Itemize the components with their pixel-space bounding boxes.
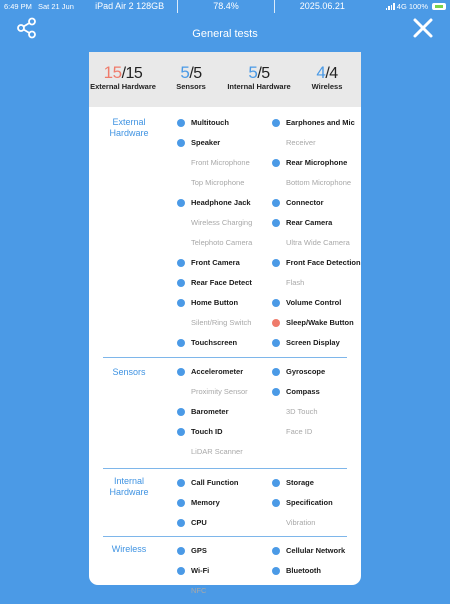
test-item-sleep-wake-button[interactable] bbox=[272, 313, 367, 333]
test-score: 78.4% bbox=[177, 0, 273, 13]
test-item-telephoto-camera[interactable] bbox=[177, 233, 272, 253]
summary-count bbox=[157, 64, 225, 82]
test-item-touchscreen[interactable] bbox=[177, 333, 272, 353]
pass-status-dot-icon bbox=[177, 408, 185, 416]
test-label: Barometer bbox=[191, 407, 229, 416]
test-item-wireless-charging[interactable] bbox=[177, 213, 272, 233]
summary-internal-hardware bbox=[225, 52, 293, 107]
test-label: Front Face Detection bbox=[286, 258, 361, 267]
pass-status-dot-icon bbox=[177, 567, 185, 575]
test-item-nfc[interactable] bbox=[177, 581, 272, 601]
test-item-ultra-wide-camera[interactable] bbox=[272, 233, 367, 253]
summary-count bbox=[89, 64, 157, 82]
test-label: Accelerometer bbox=[191, 367, 244, 376]
test-item-gyroscope[interactable] bbox=[272, 362, 367, 382]
test-label: Top Microphone bbox=[191, 178, 245, 187]
test-label: Flash bbox=[286, 278, 305, 287]
test-label: Speaker bbox=[191, 138, 221, 147]
test-label: GPS bbox=[191, 546, 207, 555]
summary-label: Wireless bbox=[311, 82, 343, 91]
pass-status-dot-icon bbox=[177, 139, 185, 147]
test-item-connector[interactable] bbox=[272, 193, 367, 213]
pass-status-dot-icon bbox=[177, 368, 185, 376]
test-label: Rear Microphone bbox=[286, 158, 348, 167]
test-label: Telephoto Camera bbox=[191, 238, 253, 247]
summary-sensors bbox=[157, 52, 225, 107]
section-title: Wireless bbox=[111, 544, 147, 554]
pass-status-dot-icon bbox=[177, 499, 185, 507]
test-label: Headphone Jack bbox=[191, 198, 251, 207]
test-item-cellular-network[interactable] bbox=[272, 541, 367, 561]
passed-count: 5 bbox=[248, 63, 258, 82]
section-title: External Hardware bbox=[109, 117, 149, 138]
test-label: Multitouch bbox=[191, 118, 229, 127]
summary-count bbox=[293, 64, 361, 82]
results-sections bbox=[89, 107, 361, 604]
pass-status-dot-icon bbox=[272, 119, 280, 127]
summary-label: Sensors bbox=[176, 82, 206, 91]
passed-count: 15 bbox=[103, 63, 122, 82]
section-wireless bbox=[103, 537, 347, 604]
test-item-face-id[interactable] bbox=[272, 422, 367, 442]
battery-icon bbox=[432, 3, 446, 10]
total-count: /15 bbox=[121, 65, 143, 82]
test-label: 3D Touch bbox=[286, 407, 318, 416]
pass-status-dot-icon bbox=[272, 567, 280, 575]
test-label: Volume Control bbox=[286, 298, 342, 307]
test-label: CPU bbox=[191, 518, 207, 527]
test-item-touch-id[interactable] bbox=[177, 422, 272, 442]
test-label: Touchscreen bbox=[191, 338, 238, 347]
test-item-headphone-jack[interactable] bbox=[177, 193, 272, 213]
test-item-top-microphone[interactable] bbox=[177, 173, 272, 193]
test-label: Silent/Ring Switch bbox=[191, 318, 252, 327]
test-item-storage[interactable] bbox=[272, 473, 367, 493]
test-item-barometer[interactable] bbox=[177, 402, 272, 422]
test-label: Touch ID bbox=[191, 427, 223, 436]
close-icon bbox=[413, 18, 433, 38]
battery-label: 100% bbox=[408, 2, 428, 11]
test-item-bottom-microphone[interactable] bbox=[272, 173, 367, 193]
pass-status-dot-icon bbox=[272, 339, 280, 347]
pass-status-dot-icon bbox=[272, 368, 280, 376]
test-item-lidar-scanner[interactable] bbox=[177, 442, 272, 462]
pass-status-dot-icon bbox=[272, 547, 280, 555]
section-external-hardware bbox=[103, 107, 361, 358]
test-item-compass[interactable] bbox=[272, 382, 367, 402]
test-item-receiver[interactable] bbox=[272, 133, 367, 153]
test-label: Gyroscope bbox=[286, 367, 326, 376]
test-item-wi-fi[interactable] bbox=[177, 561, 272, 581]
fail-status-dot-icon bbox=[272, 319, 280, 327]
pass-status-dot-icon bbox=[272, 219, 280, 227]
total-count: /5 bbox=[189, 65, 202, 82]
summary-wireless bbox=[293, 52, 361, 107]
test-label: Ultra Wide Camera bbox=[286, 238, 350, 247]
test-label: Wi-Fi bbox=[191, 566, 210, 575]
pass-status-dot-icon bbox=[272, 479, 280, 487]
test-item-rear-face-detect[interactable] bbox=[177, 273, 272, 293]
test-label: Specification bbox=[286, 498, 333, 507]
test-item-rear-camera[interactable] bbox=[272, 213, 367, 233]
summary-count bbox=[225, 64, 293, 82]
test-label: Earphones and Mic bbox=[286, 118, 355, 127]
test-item-accelerometer[interactable] bbox=[177, 362, 272, 382]
test-label: Wireless Charging bbox=[191, 218, 253, 227]
test-item-silent-ring-switch[interactable] bbox=[177, 313, 272, 333]
pass-status-dot-icon bbox=[272, 388, 280, 396]
pass-status-dot-icon bbox=[272, 199, 280, 207]
test-item-screen-display[interactable] bbox=[272, 333, 367, 353]
pass-status-dot-icon bbox=[272, 299, 280, 307]
test-item-gps[interactable] bbox=[177, 541, 272, 561]
pass-status-dot-icon bbox=[177, 479, 185, 487]
pass-status-dot-icon bbox=[177, 519, 185, 527]
summary-external-hardware bbox=[89, 52, 157, 107]
test-item-cpu[interactable] bbox=[177, 513, 272, 533]
test-item-vibration[interactable] bbox=[272, 513, 367, 533]
results-card bbox=[89, 52, 361, 595]
pass-status-dot-icon bbox=[177, 199, 185, 207]
pass-status-dot-icon bbox=[177, 259, 185, 267]
test-label: Face ID bbox=[286, 427, 313, 436]
test-item-speaker[interactable] bbox=[177, 133, 272, 153]
section-sensors bbox=[103, 358, 347, 469]
test-label: Cellular Network bbox=[286, 546, 346, 555]
section-title: Internal Hardware bbox=[109, 476, 149, 497]
test-item-front-camera[interactable] bbox=[177, 253, 272, 273]
test-grid bbox=[177, 113, 361, 353]
test-label: Storage bbox=[286, 478, 314, 487]
test-label: Memory bbox=[191, 498, 220, 507]
pass-status-dot-icon bbox=[177, 428, 185, 436]
pass-status-dot-icon bbox=[177, 547, 185, 555]
test-item-call-function[interactable] bbox=[177, 473, 272, 493]
test-item-volume-control[interactable] bbox=[272, 293, 367, 313]
test-label: Vibration bbox=[286, 518, 316, 527]
test-grid bbox=[177, 473, 347, 533]
pass-status-dot-icon bbox=[177, 119, 185, 127]
total-count: /5 bbox=[257, 65, 270, 82]
test-item-specification[interactable] bbox=[272, 493, 367, 513]
test-grid bbox=[177, 541, 347, 601]
test-item-bluetooth[interactable] bbox=[272, 561, 367, 581]
passed-count: 4 bbox=[316, 63, 326, 82]
pass-status-dot-icon bbox=[272, 159, 280, 167]
summary-label: Internal Hardware bbox=[227, 82, 291, 91]
test-label: Rear Camera bbox=[286, 218, 333, 227]
network-label: 4G bbox=[396, 2, 407, 11]
test-label: Front Microphone bbox=[191, 158, 250, 167]
device-model: iPad Air 2 128GB bbox=[95, 1, 165, 11]
test-label: Receiver bbox=[286, 138, 316, 147]
test-label: Connector bbox=[286, 198, 324, 207]
test-grid bbox=[177, 362, 347, 462]
test-label: Bottom Microphone bbox=[286, 178, 352, 187]
test-item-multitouch[interactable] bbox=[177, 113, 272, 133]
test-item-3d-touch[interactable] bbox=[272, 402, 367, 422]
pass-status-dot-icon bbox=[272, 499, 280, 507]
test-label: Rear Face Detect bbox=[191, 278, 252, 287]
test-label: Compass bbox=[286, 387, 320, 396]
status-time: 6:49 PM bbox=[4, 2, 32, 11]
device-info-strip bbox=[82, 0, 370, 13]
test-label: Proximity Sensor bbox=[191, 387, 248, 396]
test-label: Screen Display bbox=[286, 338, 340, 347]
pass-status-dot-icon bbox=[177, 279, 185, 287]
test-label: Call Function bbox=[191, 478, 239, 487]
passed-count: 5 bbox=[180, 63, 190, 82]
pass-status-dot-icon bbox=[272, 259, 280, 267]
summary-label: External Hardware bbox=[90, 82, 156, 91]
pass-status-dot-icon bbox=[177, 299, 185, 307]
test-item-front-microphone[interactable] bbox=[177, 153, 272, 173]
test-item-earphones-and-mic[interactable] bbox=[272, 113, 367, 133]
test-label: Home Button bbox=[191, 298, 239, 307]
test-item-front-face-detection[interactable] bbox=[272, 253, 367, 273]
test-date: 2025.06.21 bbox=[274, 0, 370, 13]
signal-icon bbox=[386, 3, 395, 10]
test-item-home-button[interactable] bbox=[177, 293, 272, 313]
test-label: LiDAR Scanner bbox=[191, 447, 243, 456]
test-label: Bluetooth bbox=[286, 566, 321, 575]
test-label: NFC bbox=[191, 586, 207, 595]
section-internal-hardware bbox=[103, 469, 347, 537]
test-label: Front Camera bbox=[191, 258, 240, 267]
test-item-memory[interactable] bbox=[177, 493, 272, 513]
page-title: General tests bbox=[192, 28, 258, 40]
status-right bbox=[386, 2, 446, 11]
section-title: Sensors bbox=[112, 367, 146, 377]
test-item-flash[interactable] bbox=[272, 273, 367, 293]
status-date: Sat 21 Jun bbox=[38, 2, 74, 11]
total-count: /4 bbox=[325, 65, 338, 82]
pass-status-dot-icon bbox=[177, 339, 185, 347]
close-button[interactable] bbox=[413, 18, 433, 38]
test-item-rear-microphone[interactable] bbox=[272, 153, 367, 173]
test-item-proximity-sensor[interactable] bbox=[177, 382, 272, 402]
summary-header bbox=[89, 52, 361, 107]
test-label: Sleep/Wake Button bbox=[286, 318, 354, 327]
